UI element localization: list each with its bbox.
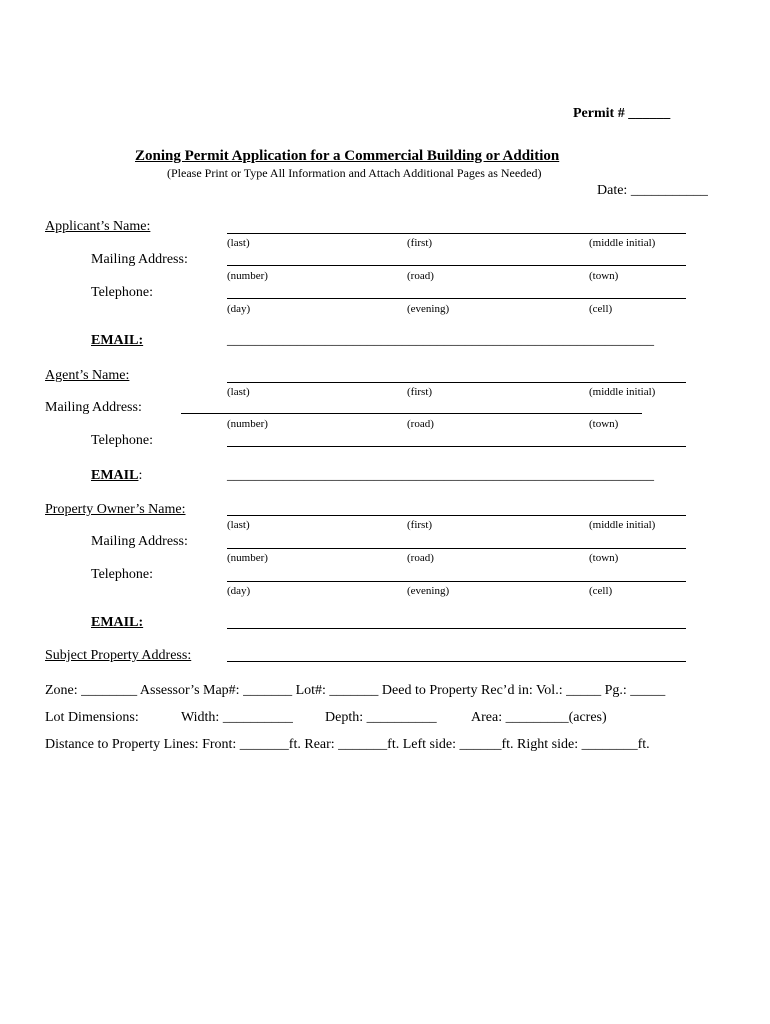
distance-line[interactable]: Distance to Property Lines: Front: _______ft. Rear: _______ft. Left side: ______ft. Right side: ________ft. (45, 737, 650, 752)
agent-email-line[interactable]: _____________________________________________________________ (227, 468, 654, 483)
zone-line[interactable]: Zone: ________ Assessor’s Map#: _______ Lot#: _______ Deed to Property Rec’d in: Vol.: _____ Pg.: _____ (45, 683, 666, 698)
agent-middle-caption: (middle initial) (589, 386, 656, 398)
owner-telephone-label: Telephone: (91, 567, 153, 582)
owner-town-caption: (town) (589, 552, 619, 564)
applicant-email-label: EMAIL: (91, 333, 144, 348)
applicant-name-line[interactable] (227, 233, 686, 234)
subject-address-label: Subject Property Address: (45, 648, 192, 663)
applicant-town-caption: (town) (589, 270, 619, 282)
form-title: Zoning Permit Application for a Commercial Building or Addition (135, 148, 560, 164)
agent-email-label (91, 468, 142, 484)
owner-cell-caption: (cell) (589, 585, 613, 597)
agent-town-caption: (town) (589, 418, 619, 430)
applicant-mailing-line[interactable] (227, 265, 686, 266)
owner-last-caption: (last) (227, 519, 250, 531)
owner-middle-caption: (middle initial) (589, 519, 656, 531)
agent-telephone-label: Telephone: (91, 433, 153, 448)
applicant-cell-caption: (cell) (589, 303, 613, 315)
applicant-last-caption: (last) (227, 237, 250, 249)
agent-number-caption: (number) (227, 418, 268, 430)
agent-mailing-line[interactable] (181, 413, 642, 414)
applicant-mailing-label: Mailing Address: (91, 252, 188, 267)
applicant-telephone-line[interactable] (227, 298, 686, 299)
applicant-email-line[interactable]: _____________________________________________________________ (227, 333, 654, 348)
applicant-day-caption: (day) (227, 303, 251, 315)
owner-first-caption: (first) (407, 519, 433, 531)
owner-road-caption: (road) (407, 552, 434, 564)
agent-email-word: EMAIL (91, 468, 139, 483)
agent-name-line[interactable] (227, 382, 686, 383)
depth-field[interactable]: Depth: __________ (325, 710, 437, 725)
applicant-middle-caption: (middle initial) (589, 237, 656, 249)
agent-road-caption: (road) (407, 418, 434, 430)
agent-first-caption: (first) (407, 386, 433, 398)
applicant-name-label: Applicant’s Name: (45, 219, 151, 234)
agent-telephone-line[interactable] (227, 446, 686, 447)
area-field[interactable]: Area: _________(acres) (471, 710, 607, 725)
owner-evening-caption: (evening) (407, 585, 450, 597)
owner-mailing-line[interactable] (227, 548, 686, 549)
owner-day-caption: (day) (227, 585, 251, 597)
agent-mailing-label: Mailing Address: (45, 400, 142, 415)
lot-dimensions-label: Lot Dimensions: (45, 710, 139, 725)
owner-number-caption: (number) (227, 552, 268, 564)
applicant-evening-caption: (evening) (407, 303, 450, 315)
agent-email-colon: : (138, 468, 143, 483)
owner-email-line[interactable] (227, 628, 686, 629)
applicant-number-caption: (number) (227, 270, 268, 282)
permit-number: Permit # ______ (573, 106, 671, 121)
agent-name-label: Agent’s Name: (45, 368, 130, 383)
applicant-road-caption: (road) (407, 270, 434, 282)
form-instructions: (Please Print or Type All Information and Attach Additional Pages as Needed) (167, 166, 542, 180)
owner-mailing-label: Mailing Address: (91, 534, 188, 549)
width-field[interactable]: Width: __________ (181, 710, 293, 725)
owner-telephone-line[interactable] (227, 581, 686, 582)
applicant-first-caption: (first) (407, 237, 433, 249)
subject-address-line[interactable] (227, 661, 686, 662)
owner-name-label: Property Owner’s Name: (45, 502, 186, 517)
agent-last-caption: (last) (227, 386, 250, 398)
applicant-telephone-label: Telephone: (91, 285, 153, 300)
date-field[interactable]: Date: ___________ (597, 183, 708, 198)
owner-email-label: EMAIL: (91, 615, 144, 630)
owner-name-line[interactable] (227, 515, 686, 516)
